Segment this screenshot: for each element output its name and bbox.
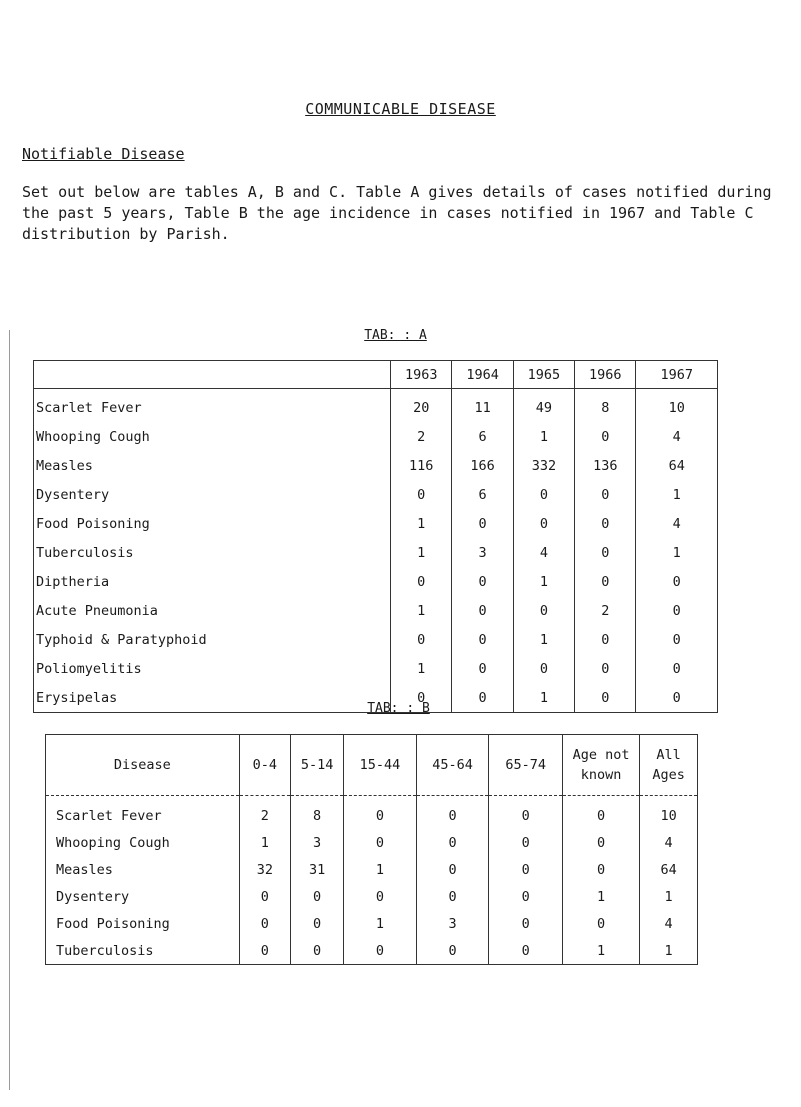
table-a-header-cell: 1967 [636, 361, 718, 389]
disease-name: Food Poisoning [34, 509, 391, 538]
table-a-title: TAB: : A [364, 328, 427, 343]
table-cell: 2 [391, 422, 452, 451]
table-cell: 20 [391, 389, 452, 423]
table-cell: 0 [344, 883, 417, 910]
disease-name: Poliomyelitis [34, 654, 391, 683]
disease-name: Scarlet Fever [34, 389, 391, 423]
table-row [46, 910, 698, 937]
disease-name: Tuberculosis [34, 538, 391, 567]
table-cell: 1 [344, 910, 417, 937]
table-cell: 0 [513, 654, 574, 683]
table-cell: 0 [513, 480, 574, 509]
table-row [34, 422, 718, 451]
table-b-header-cell: 0-4 [239, 735, 290, 796]
table-cell: 8 [290, 796, 343, 830]
table-cell: 1 [562, 883, 639, 910]
table-b-header-cell: Disease [46, 735, 240, 796]
table-cell: 0 [636, 567, 718, 596]
table-row [34, 567, 718, 596]
disease-name: Tuberculosis [46, 937, 240, 965]
table-cell: 0 [636, 654, 718, 683]
table-cell: 1 [239, 829, 290, 856]
table-cell: 0 [391, 567, 452, 596]
table-cell: 0 [636, 625, 718, 654]
table-cell: 1 [513, 683, 574, 713]
table-cell: 0 [416, 796, 489, 830]
table-b-header-row [46, 735, 698, 796]
table-cell: 2 [575, 596, 636, 625]
table-cell: 0 [416, 937, 489, 965]
table-cell: 4 [640, 829, 698, 856]
table-row [34, 625, 718, 654]
table-row [46, 796, 698, 830]
table-cell: 0 [344, 796, 417, 830]
table-b-header-cell: All Ages [640, 735, 698, 796]
table-cell: 0 [344, 829, 417, 856]
table-cell: 0 [575, 509, 636, 538]
disease-name: Food Poisoning [46, 910, 240, 937]
table-cell: 4 [513, 538, 574, 567]
intro-paragraph: Set out below are tables A, B and C. Table A gives details of cases notified during the past 5 years, Table B the age incidence in cases notified in 1967 and Table C distribution by Parish. [22, 183, 772, 243]
disease-name: Erysipelas [34, 683, 391, 713]
disease-name: Diptheria [34, 567, 391, 596]
table-cell: 0 [344, 937, 417, 965]
table-row [46, 829, 698, 856]
table-a-header-cell: 1964 [452, 361, 513, 389]
table-a-header-row [34, 361, 718, 389]
table-cell: 0 [416, 856, 489, 883]
table-cell: 11 [452, 389, 513, 423]
table-cell: 0 [575, 567, 636, 596]
disease-name: Measles [34, 451, 391, 480]
table-cell: 0 [452, 625, 513, 654]
table-cell: 1 [513, 625, 574, 654]
table-cell: 0 [452, 654, 513, 683]
table-cell: 0 [290, 883, 343, 910]
table-cell: 0 [562, 910, 639, 937]
table-cell: 0 [290, 937, 343, 965]
table-cell: 0 [575, 480, 636, 509]
table-row [34, 596, 718, 625]
table-cell: 4 [640, 910, 698, 937]
disease-name: Dysentery [46, 883, 240, 910]
table-row [46, 883, 698, 910]
table-a-header-cell: 1966 [575, 361, 636, 389]
table-cell: 0 [489, 856, 563, 883]
table-cell: 1 [391, 538, 452, 567]
table-cell: 1 [391, 509, 452, 538]
table-cell: 4 [636, 422, 718, 451]
table-cell: 0 [575, 683, 636, 713]
table-cell: 0 [636, 683, 718, 713]
table-cell: 3 [290, 829, 343, 856]
table-cell: 1 [391, 596, 452, 625]
table-cell: 0 [562, 829, 639, 856]
section-subheading: Notifiable Disease [22, 145, 185, 163]
table-cell: 0 [416, 829, 489, 856]
table-cell: 0 [452, 683, 513, 713]
table-a [33, 360, 718, 713]
table-cell: 2 [239, 796, 290, 830]
table-cell: 1 [391, 654, 452, 683]
table-cell: 166 [452, 451, 513, 480]
disease-name: Typhoid & Paratyphoid [34, 625, 391, 654]
table-cell: 0 [513, 509, 574, 538]
table-row [34, 654, 718, 683]
table-cell: 1 [640, 883, 698, 910]
table-b-header-cell: 45-64 [416, 735, 489, 796]
disease-name: Whooping Cough [34, 422, 391, 451]
table-a-header-cell: 1965 [513, 361, 574, 389]
table-cell: 0 [513, 596, 574, 625]
table-cell: 332 [513, 451, 574, 480]
table-cell: 0 [452, 567, 513, 596]
table-row [34, 538, 718, 567]
table-cell: 0 [416, 883, 489, 910]
table-cell: 64 [640, 856, 698, 883]
table-cell: 136 [575, 451, 636, 480]
table-cell: 0 [290, 910, 343, 937]
table-row [34, 389, 718, 423]
table-cell: 0 [562, 856, 639, 883]
table-a-header-cell [34, 361, 391, 389]
disease-name: Dysentery [34, 480, 391, 509]
table-cell: 1 [344, 856, 417, 883]
table-row [34, 480, 718, 509]
table-cell: 8 [575, 389, 636, 423]
table-cell: 0 [239, 883, 290, 910]
table-cell: 49 [513, 389, 574, 423]
table-cell: 0 [489, 829, 563, 856]
table-row [34, 509, 718, 538]
table-cell: 0 [575, 654, 636, 683]
table-cell: 10 [640, 796, 698, 830]
table-cell: 1 [640, 937, 698, 965]
table-cell: 0 [575, 625, 636, 654]
table-cell: 10 [636, 389, 718, 423]
table-cell: 0 [239, 910, 290, 937]
table-cell: 1 [562, 937, 639, 965]
table-cell: 0 [489, 910, 563, 937]
disease-name: Acute Pneumonia [34, 596, 391, 625]
table-cell: 0 [391, 625, 452, 654]
table-cell: 3 [452, 538, 513, 567]
table-b-header-cell: 65-74 [489, 735, 563, 796]
table-cell: 0 [489, 937, 563, 965]
table-cell: 0 [391, 683, 452, 713]
page-heading: COMMUNICABLE DISEASE [305, 100, 496, 118]
table-cell: 6 [452, 480, 513, 509]
table-cell: 1 [513, 567, 574, 596]
table-row [46, 937, 698, 965]
table-row [34, 451, 718, 480]
table-b-header-cell: 15-44 [344, 735, 417, 796]
table-cell: 1 [636, 538, 718, 567]
table-cell: 0 [489, 883, 563, 910]
table-b-header-cell: Age not known [562, 735, 639, 796]
table-cell: 4 [636, 509, 718, 538]
table-cell: 31 [290, 856, 343, 883]
table-cell: 1 [513, 422, 574, 451]
table-cell: 6 [452, 422, 513, 451]
table-cell: 1 [636, 480, 718, 509]
disease-name: Scarlet Fever [46, 796, 240, 830]
table-cell: 0 [391, 480, 452, 509]
table-b [45, 734, 698, 965]
table-cell: 32 [239, 856, 290, 883]
table-cell: 0 [239, 937, 290, 965]
table-cell: 0 [489, 796, 563, 830]
table-cell: 0 [575, 422, 636, 451]
table-cell: 0 [452, 596, 513, 625]
table-b-header-cell: 5-14 [290, 735, 343, 796]
table-b-title: TAB: : B [367, 701, 430, 716]
table-a-header-cell: 1963 [391, 361, 452, 389]
table-cell: 64 [636, 451, 718, 480]
disease-name: Measles [46, 856, 240, 883]
table-cell: 0 [562, 796, 639, 830]
table-cell: 0 [575, 538, 636, 567]
table-cell: 116 [391, 451, 452, 480]
table-cell: 0 [452, 509, 513, 538]
table-cell: 3 [416, 910, 489, 937]
disease-name: Whooping Cough [46, 829, 240, 856]
table-cell: 0 [636, 596, 718, 625]
table-row [46, 856, 698, 883]
